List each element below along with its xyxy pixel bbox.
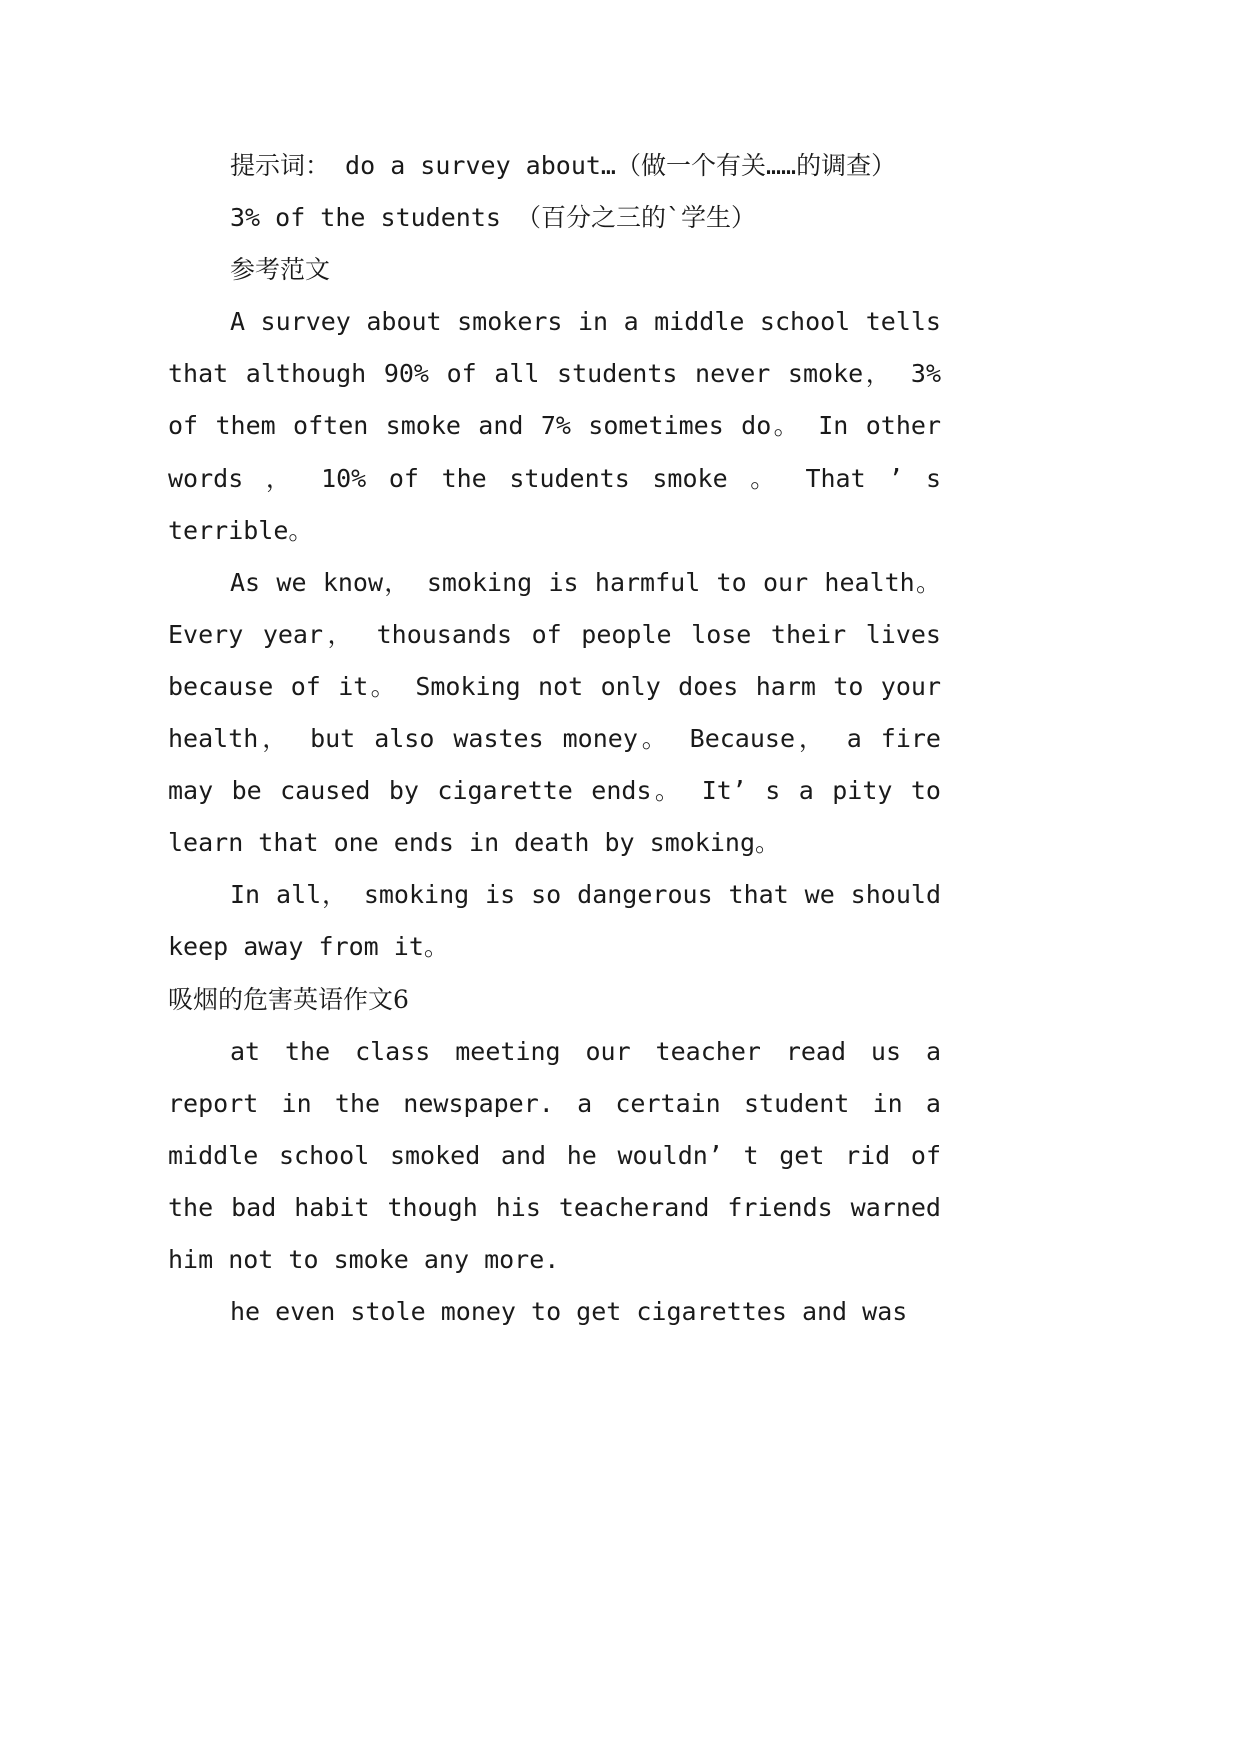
class-meeting-paragraph: at the class meeting our teacher read us a report in the newspaper. a certain student in a middle school smoked and he wouldn’ t get rid of the bad habit though his teacherand friends warned him not to smoke any more. xyxy=(168,1036,941,1274)
section-heading: 吸烟的危害英语作文6 xyxy=(168,984,409,1014)
stole-money-paragraph: he even stole money to get cigarettes and was xyxy=(230,1297,908,1327)
hint-words-paragraph: 提示词： do a survey about…（做一个有关……的调查） xyxy=(230,151,897,180)
harm-paragraph: As we know， smoking is harmful to our health。 Every year， thousands of people lose their lives because of it。 Smoking not only does harm to your health， but also wastes money。 Because， a fire may be caused by cigarette ends。 It’ s a pity to learn that one ends in death by smoking。 xyxy=(168,567,941,858)
hint-phrase-paragraph: 3% of the students （百分之三的`学生） xyxy=(230,203,757,233)
sample-essay-label: 参考范文 xyxy=(230,255,331,285)
survey-paragraph: A survey about smokers in a middle school tells that although 90% of all students never smoke， 3% of them often smoke and 7% sometimes do。 In other words ， 10% of the students smoke 。 That ’ s terrible。 xyxy=(168,307,941,545)
conclusion-paragraph: In all， smoking is so dangerous that we should keep away from it。 xyxy=(168,880,941,962)
document-body xyxy=(168,140,941,1338)
